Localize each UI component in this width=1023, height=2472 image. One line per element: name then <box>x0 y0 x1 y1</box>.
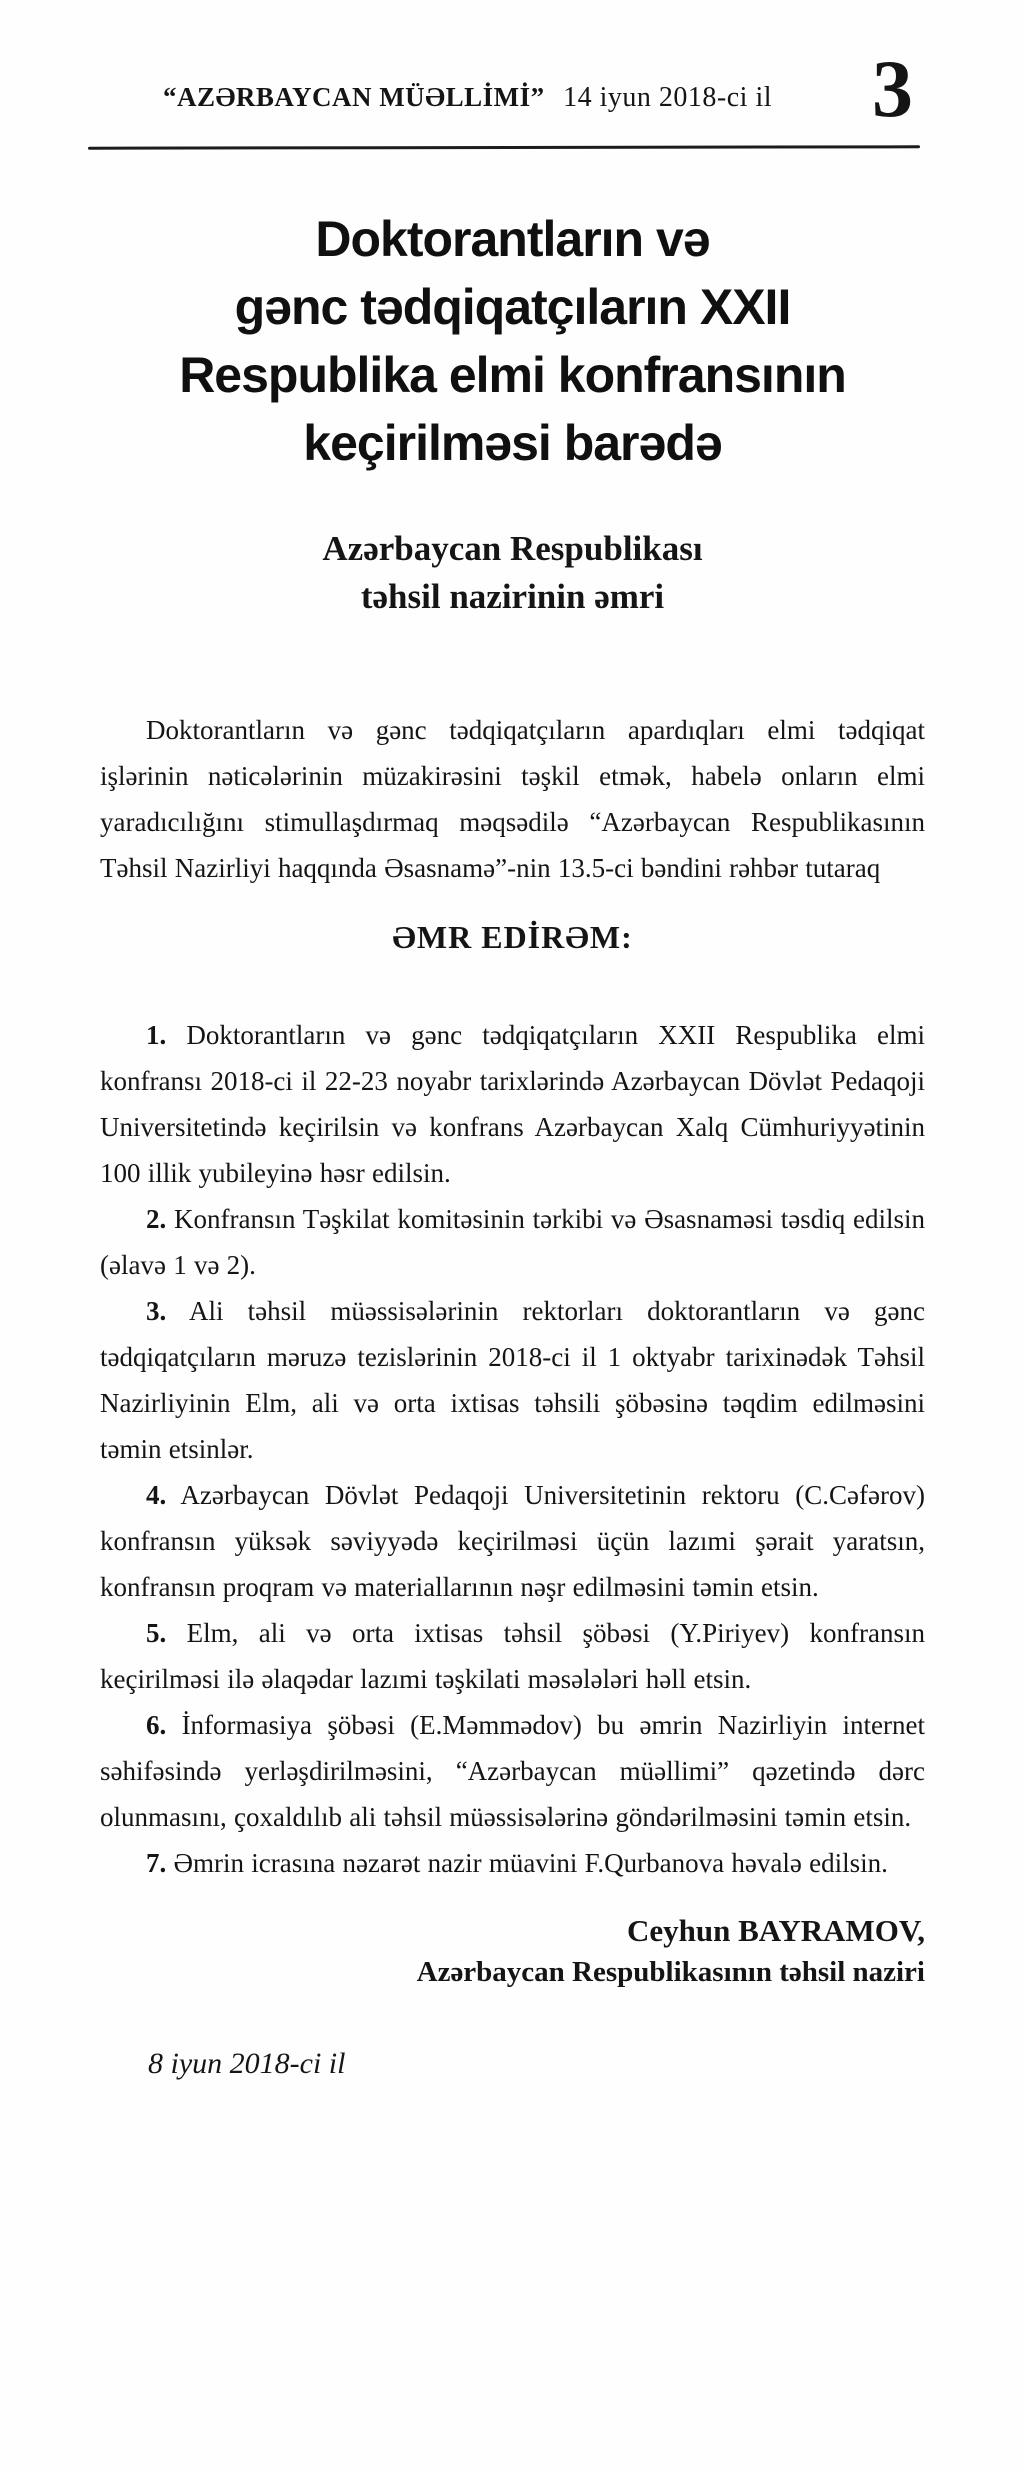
page-number: 3 <box>872 43 913 134</box>
order-item-1 <box>100 1012 925 1196</box>
item-text: İnformasiya şöbəsi (E.Məmmədov) bu əmrin Nazirliyin internet səhifəsində yerləşdirilməsini, “Azərbaycan müəllimi” qəzetində dərc olunmasını, çoxaldılıb ali təhsil müəssisələrinə göndərilməsini təmin etsin. <box>100 1710 925 1832</box>
order-item-6 <box>100 1702 925 1840</box>
item-number: 3. <box>146 1296 167 1326</box>
title-line-2: gənc tədqiqatçıların XXII <box>234 279 791 335</box>
item-text: Elm, ali və orta ixtisas təhsil şöbəsi (Y.Piriyev) konfransın keçirilməsi ilə əlaqədar lazımi təşkilati məsələləri həll etsin. <box>100 1618 925 1694</box>
title-line-4: keçirilməsi barədə <box>303 415 722 471</box>
title-line-3: Respublika elmi konfransının <box>179 347 846 403</box>
title-line-1: Doktorantların və <box>315 211 710 267</box>
article-subtitle <box>100 525 925 621</box>
article-title <box>100 205 925 477</box>
item-number: 4. <box>146 1480 167 1510</box>
item-text: Azərbaycan Dövlət Pedaqoji Universitetinin rektoru (C.Cəfərov) konfransın yüksək səviyyədə keçirilməsi üçün lazımi şərait yaratsın, konfransın proqram və materiallarının nəşr edilməsini təmin etsin. <box>100 1480 925 1602</box>
signature-block <box>100 1910 925 1992</box>
subtitle-line-1: Azərbaycan Respublikası <box>322 529 703 568</box>
item-number: 5. <box>146 1618 167 1648</box>
order-date: 8 iyun 2018-ci il <box>148 2047 346 2080</box>
item-text: Doktorantların və gənc tədqiqatçıların XXII Respublika elmi konfransı 2018-ci il 22-23 noyabr tarixlərində Azərbaycan Dövlət Pedaqoji Universitetində keçirilsin və konfrans Azərbaycan Xalq Cümhuriyyətinin 100 illik yubileyinə həsr edilsin. <box>100 1020 926 1188</box>
order-item-5 <box>100 1610 925 1702</box>
newspaper-name: “AZƏRBAYCAN MÜƏLLİMİ” <box>162 82 545 112</box>
item-text: Əmrin icrasına nəzarət nazir müavini F.Qurbanova həvalə edilsin. <box>173 1848 888 1878</box>
order-item-7 <box>100 1840 925 1886</box>
signatory-name: Ceyhun BAYRAMOV, <box>626 1913 925 1948</box>
masthead-line <box>0 82 979 114</box>
order-item-3 <box>100 1288 925 1472</box>
item-number: 6. <box>146 1710 167 1740</box>
item-number: 2. <box>146 1204 167 1234</box>
item-text: Ali təhsil müəssisələrinin rektorları doktorantların və gənc tədqiqatçıların məruzə tezislərinin 2018-ci il 1 oktyabr tarixinədək Təhsil Nazirliyinin Elm, ali və orta ixtisas təhsili şöbəsinə təqdim edilməsini təmin etsinlər. <box>100 1296 925 1464</box>
signatory-title: Azərbaycan Respublikasının təhsil naziri <box>416 1956 925 1988</box>
order-heading: ƏMR EDİRƏM: <box>392 919 633 955</box>
intro-paragraph: Doktorantların və gənc tədqiqatçıların apardıqları elmi tədqiqat işlərinin nəticələrinin müzakirəsini təşkil etmək, habelə onların elmi yaradıcılığını stimullaşdırmaq məqsədilə “Azərbaycan Respublikasının Təhsil Nazirliyi haqqında Əsasnamə”-nin 13.5-ci bəndini rəhbər tutaraq <box>100 715 925 883</box>
order-item-4 <box>100 1472 925 1610</box>
subtitle-line-2: təhsil nazirinin əmri <box>360 577 665 616</box>
item-number: 1. <box>146 1020 167 1050</box>
item-number: 7. <box>146 1848 167 1878</box>
order-item-2 <box>100 1196 925 1288</box>
item-text: Konfransın Təşkilat komitəsinin tərkibi və Əsasnaməsi təsdiq edilsin (əlavə 1 və 2). <box>100 1204 925 1280</box>
issue-date: 14 iyun 2018-ci il <box>563 82 773 113</box>
